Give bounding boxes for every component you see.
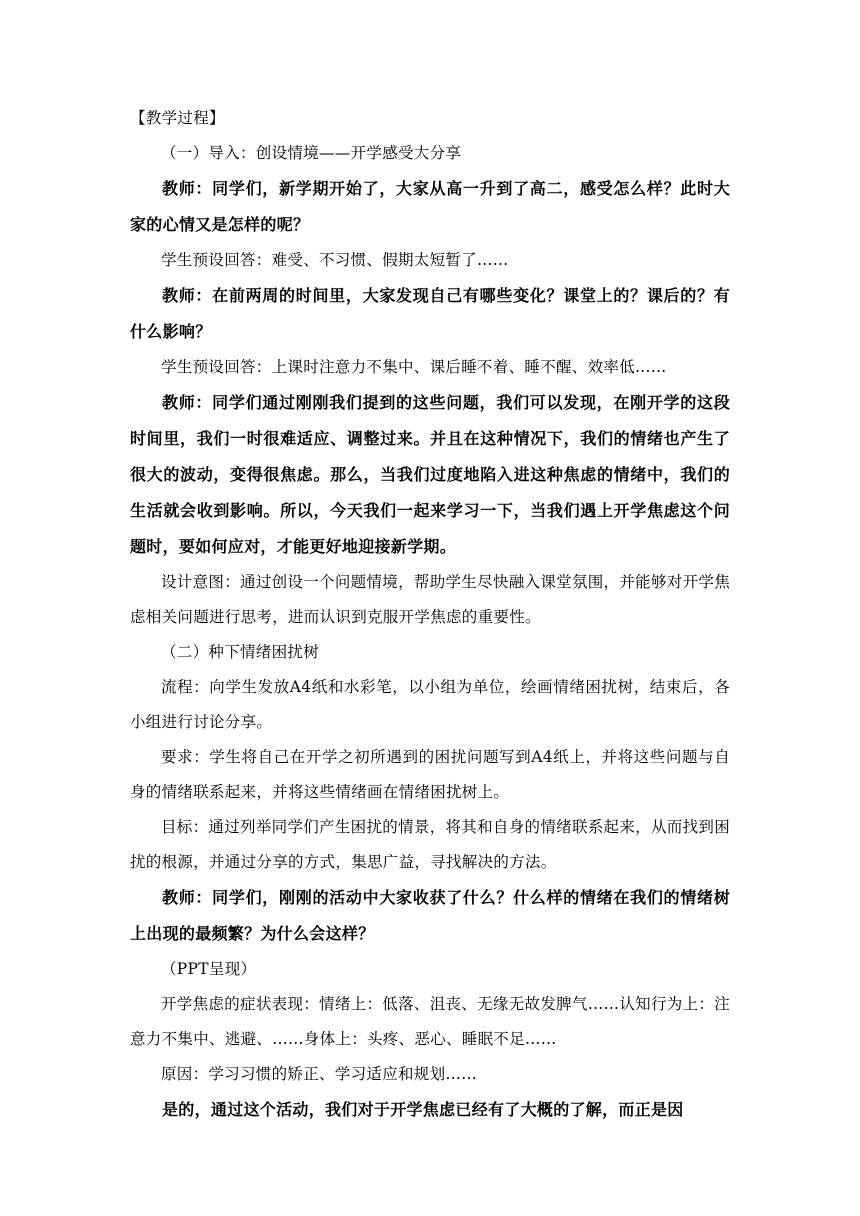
document-page <box>130 101 730 1128</box>
section-heading: 【教学过程】 <box>130 109 225 127</box>
teacher-line: 教师：同学们通过刚刚我们提到的这些问题，我们可以发现，在刚开学的这段时间里，我们一时很难适应、调整过来。并且在这种情况下，我们的情绪也产生了很大的波动，变得很焦虑。那么，当我们过度地陷入进这种焦虑的情绪中，我们的生活就会收到影响。所以，今天我们一起来学习一下，当我们遇上开学焦虑这个问题时，要如何应对，才能更好地迎接新学期。 <box>130 393 730 556</box>
student-answer: 学生预设回答：难受、不习惯、假期太短暂了…… <box>161 251 509 269</box>
goal-paragraph: 目标：通过列举同学们产生困扰的情景，将其和自身的情绪联系起来，从而找到困扰的根源，并通过分享的方式，集思广益，寻找解决的方法。 <box>130 818 730 871</box>
design-intent: 设计意图：通过创设一个问题情境，帮助学生尽快融入课堂氛围，并能够对开学焦虑相关问题进行思考，进而认识到克服开学焦虑的重要性。 <box>130 573 730 626</box>
process-paragraph: 流程：向学生发放A4纸和水彩笔，以小组为单位，绘画情绪困扰树，结束后，各小组进行讨论分享。 <box>130 678 730 731</box>
subsection-heading-tree: （二）种下情绪困扰树 <box>161 643 320 661</box>
teacher-line: 是的，通过这个活动，我们对于开学焦虑已经有了大概的了解，而正是因 <box>162 1100 684 1119</box>
teacher-line: 教师：在前两周的时间里，大家发现自己有哪些变化？课堂上的？课后的？有什么影响？ <box>130 286 730 341</box>
subsection-heading-intro: （一）导入：创设情境——开学感受大分享 <box>161 144 462 162</box>
ppt-note: （PPT呈现） <box>161 960 257 978</box>
teacher-line: 教师：同学们，新学期开始了，大家从高一升到了高二，感受怎么样？此时大家的心情又是怎样的呢？ <box>130 179 730 234</box>
teacher-line: 教师：同学们，刚刚的活动中大家收获了什么？什么样的情绪在我们的情绪树上出现的最频繁？为什么会这样？ <box>130 888 730 943</box>
student-answer: 学生预设回答：上课时注意力不集中、课后睡不着、睡不醒、效率低…… <box>161 358 667 376</box>
causes-paragraph: 原因：学习习惯的矫正、学习适应和规划…… <box>161 1065 478 1083</box>
requirement-paragraph: 要求：学生将自己在开学之初所遇到的困扰问题写到A4纸上，并将这些问题与自身的情绪联系起来，并将这些情绪画在情绪困扰树上。 <box>130 748 730 801</box>
symptoms-paragraph: 开学焦虑的症状表现：情绪上：低落、沮丧、无缘无故发脾气……认知行为上：注意力不集中、逃避、……身体上：头疼、恶心、睡眠不足…… <box>130 995 730 1048</box>
